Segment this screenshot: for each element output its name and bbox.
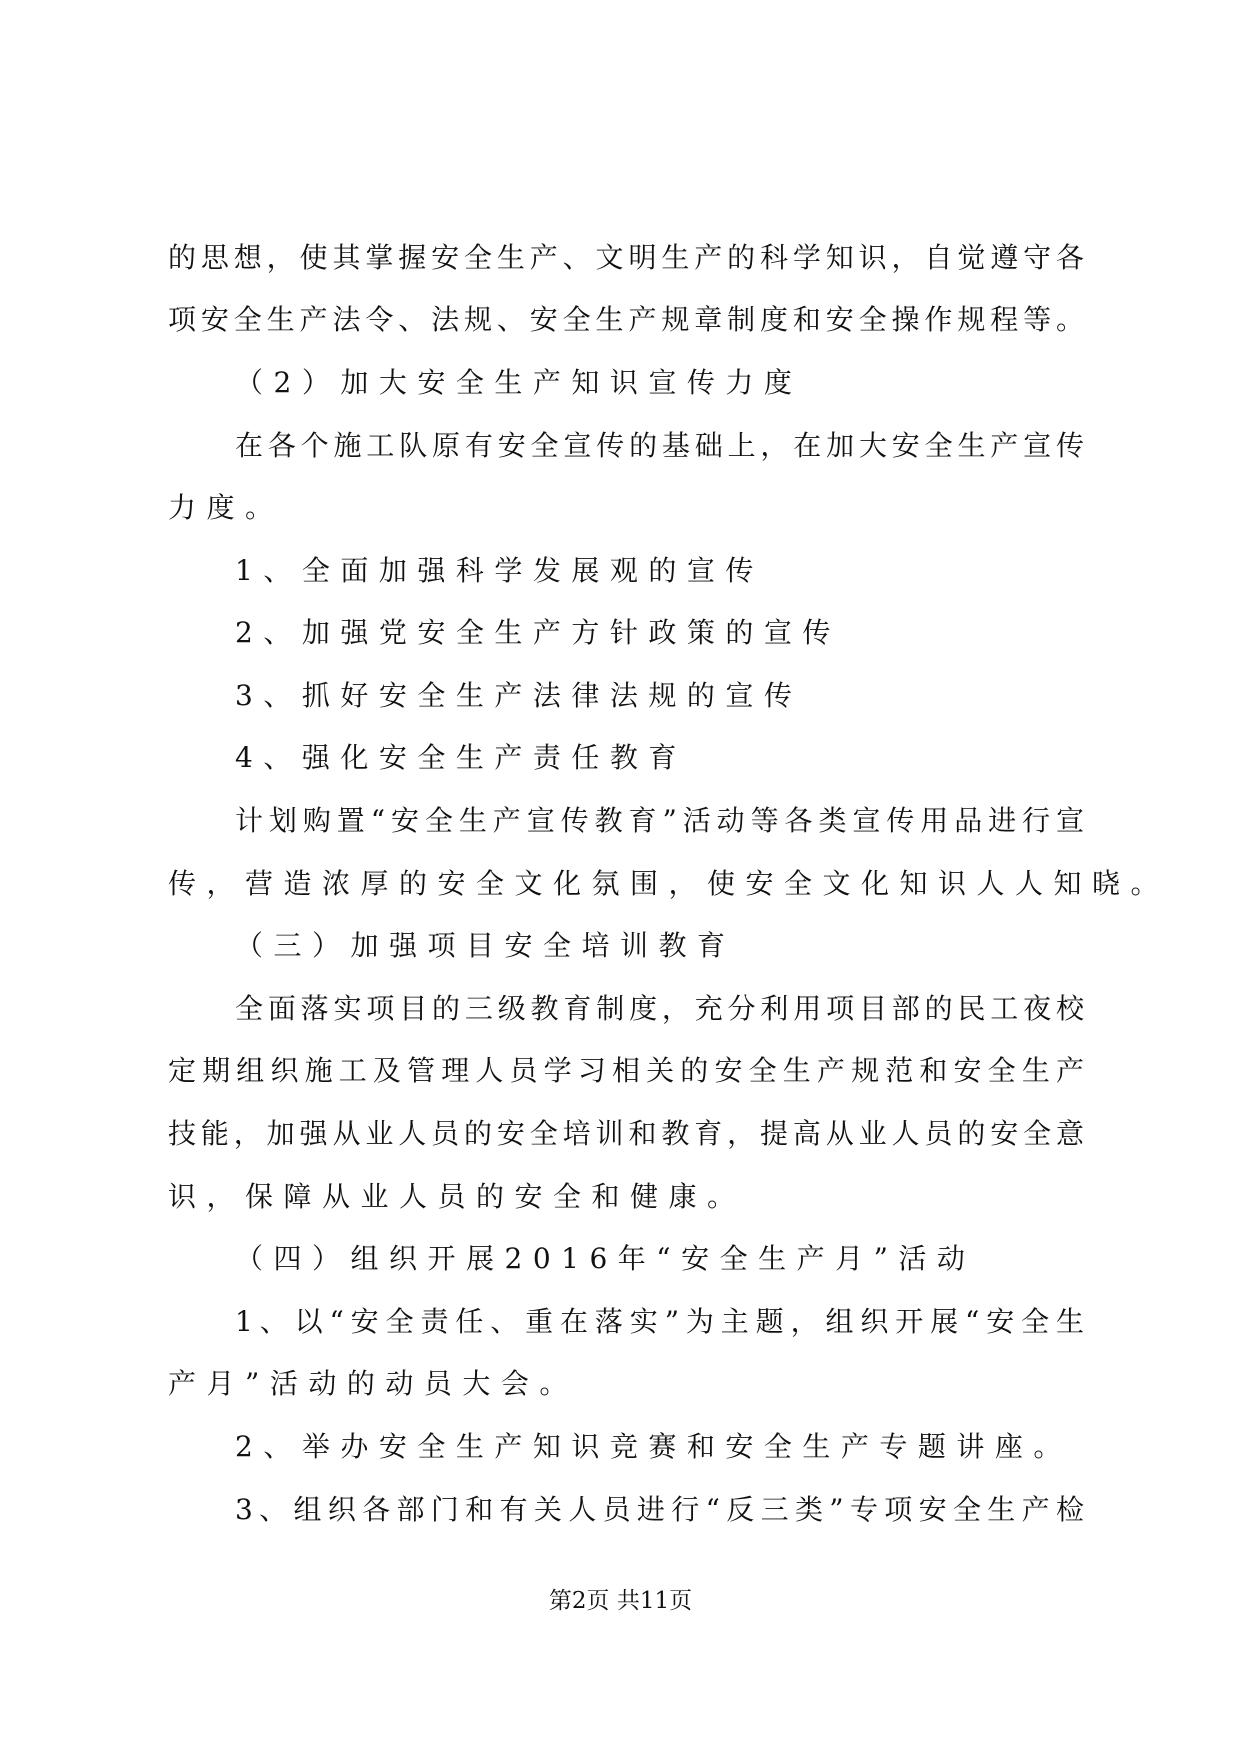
paragraph-line: 计划购置“安全生产宣传教育”活动等各类宣传用品进行宣 [235, 804, 1084, 837]
list-item: 4、强化安全生产责任教育 [235, 741, 687, 774]
paragraph-line: 产月”活动的动员大会。 [168, 1367, 578, 1400]
paragraph-line: 定期组织施工及管理人员学习相关的安全生产规范和安全生产 [168, 1054, 1084, 1087]
list-item: 3、组织各部门和有关人员进行“反三类”专项安全生产检 [235, 1493, 1084, 1526]
list-item: 2、举办安全生产知识竞赛和安全生产专题讲座。 [235, 1430, 1072, 1463]
paragraph-line: 传，营造浓厚的安全文化氛围，使安全文化知识人人知晓。 [168, 867, 1170, 900]
paragraph-line: 识，保障从业人员的安全和健康。 [168, 1180, 746, 1213]
paragraph-line: 的思想，使其掌握安全生产、文明生产的科学知识，自觉遵守各 [168, 241, 1084, 274]
section-heading: （三）加强项目安全培训教育 [235, 929, 736, 962]
page-number-footer: 第2页 共11页 [548, 1588, 693, 1614]
list-item: 2、加强党安全生产方针政策的宣传 [235, 616, 841, 649]
paragraph-line: 技能，加强从业人员的安全培训和教育，提高从业人员的安全意 [168, 1117, 1084, 1150]
paragraph-line: 项安全生产法令、法规、安全生产规章制度和安全操作规程等。 [168, 303, 1084, 336]
paragraph-line: 力度。 [168, 491, 284, 524]
list-item: 3、抓好安全生产法律法规的宣传 [235, 679, 803, 712]
section-heading: （2）加大安全生产知识宣传力度 [235, 366, 803, 399]
paragraph-line: 在各个施工队原有安全宣传的基础上，在加大安全生产宣传 [235, 429, 1084, 462]
list-item: 1、以“安全责任、重在落实”为主题，组织开展“安全生 [235, 1305, 1084, 1338]
section-heading: （四）组织开展2016年“安全生产月”活动 [235, 1242, 976, 1275]
list-item: 1、全面加强科学发展观的宣传 [235, 554, 764, 587]
paragraph-line: 全面落实项目的三级教育制度，充分利用项目部的民工夜校 [235, 992, 1084, 1025]
